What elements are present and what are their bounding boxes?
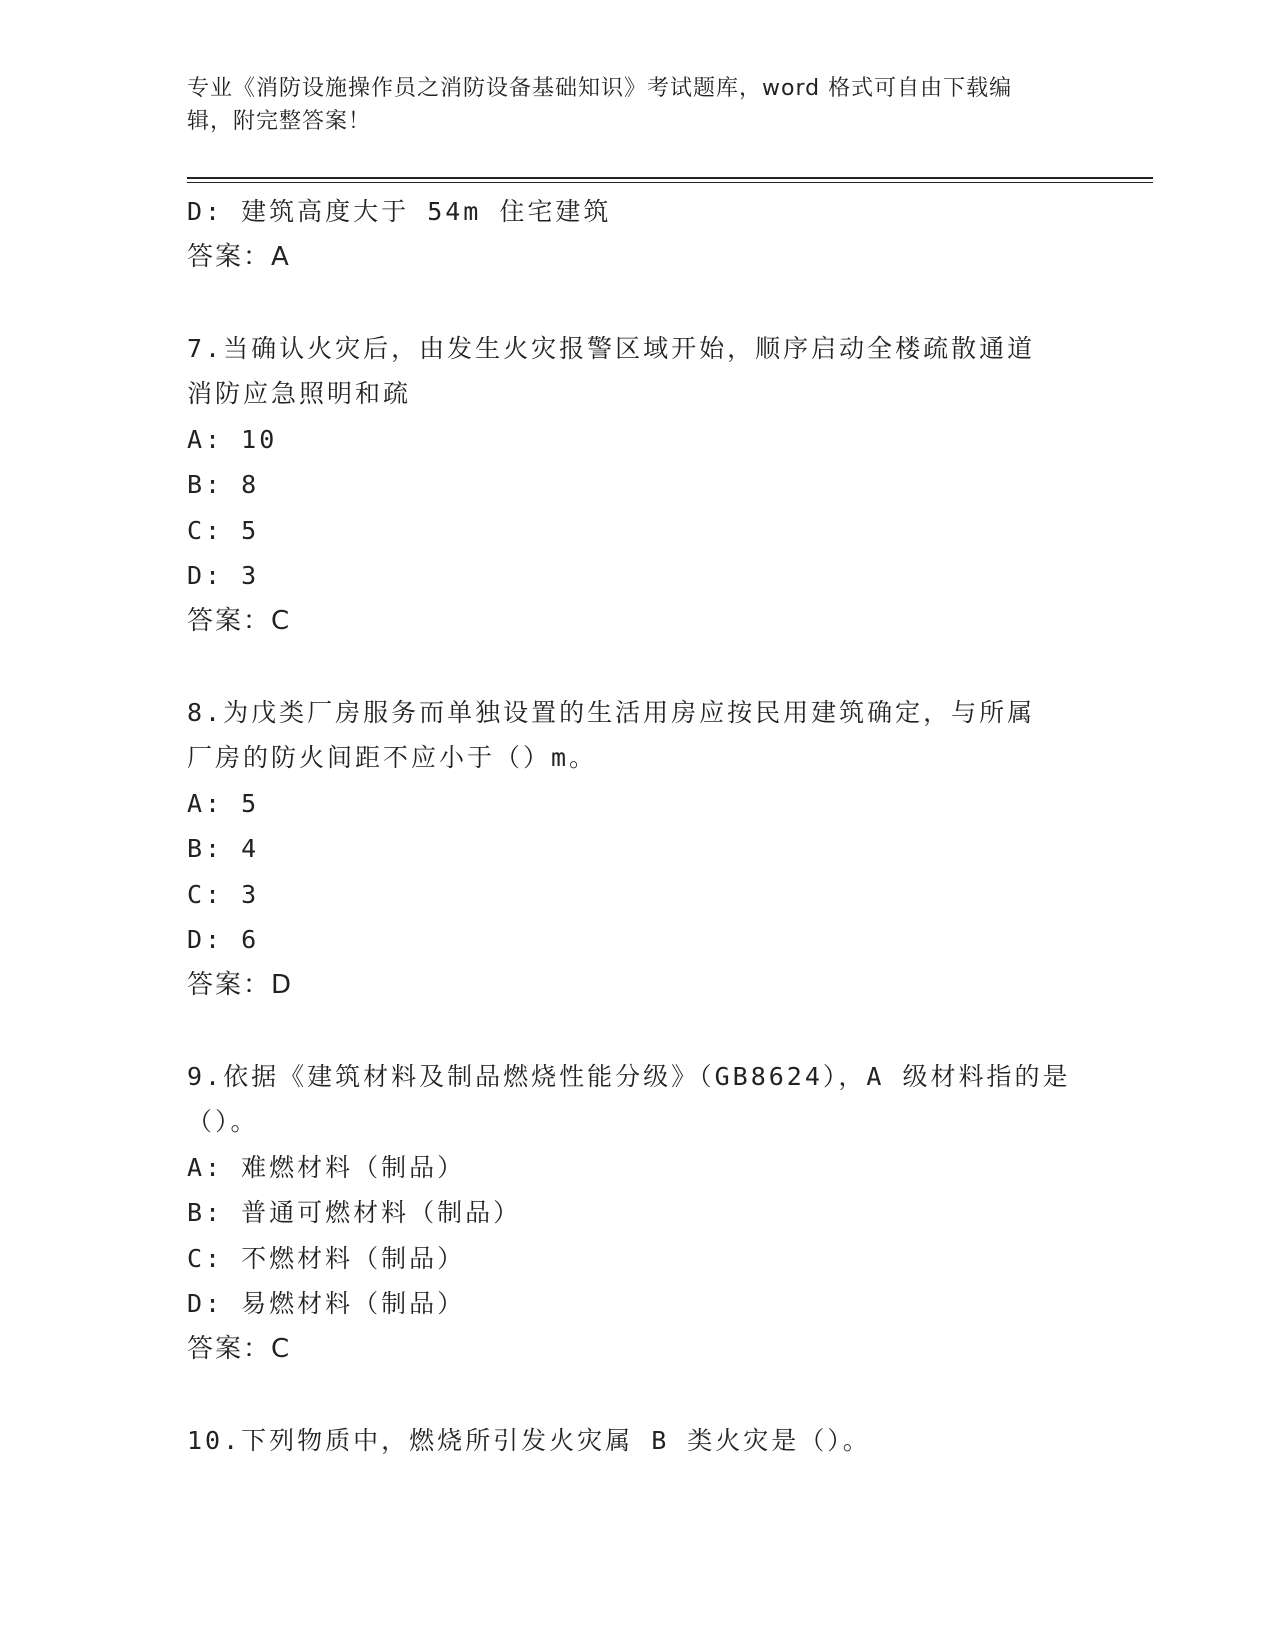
header-divider-thin <box>187 182 1153 183</box>
spacer <box>187 644 1087 690</box>
question-8-stem-line-2: 厂房的防火间距不应小于（）m。 <box>187 743 598 772</box>
question-7-option-c: C: 5 <box>187 515 260 545</box>
question-10 <box>187 1418 1087 1464</box>
question-8-stem-line-1: 8.为戊类厂房服务而单独设置的生活用房应按民用建筑确定，与所属 <box>187 697 1036 727</box>
question-9-stem-line-1: 9.依据《建筑材料及制品燃烧性能分级》（GB8624），A 级材料指的是 <box>187 1061 1071 1091</box>
question-7-answer: 答案：C <box>187 605 292 636</box>
question-8-option-c: C: 3 <box>187 879 260 909</box>
question-7-stem-line-2: 消防应急照明和疏 <box>187 379 412 408</box>
header-line-2: 辑，附完整答案！ <box>187 109 372 134</box>
question-7-option-a: A: 10 <box>187 424 278 454</box>
question-7-option-b: B: 8 <box>187 470 260 499</box>
document-header <box>187 72 1087 138</box>
spacer <box>187 280 1087 326</box>
question-7-option-d: D: 3 <box>187 561 260 590</box>
header-divider-thick <box>187 177 1153 179</box>
question-8-answer: 答案：D <box>187 969 294 1000</box>
question-9-option-b: B: 普通可燃材料（制品） <box>187 1198 522 1227</box>
question-9-option-d: D: 易燃材料（制品） <box>187 1289 466 1318</box>
header-line-1: 专业《消防设施操作员之消防设备基础知识》考试题库，word 格式可自由下载编 <box>187 76 1013 101</box>
question-content <box>187 189 1087 1463</box>
question-9-option-a: A: 难燃材料（制品） <box>187 1152 466 1182</box>
question-9-answer: 答案：C <box>187 1333 292 1364</box>
question-8-option-b: B: 4 <box>187 834 260 863</box>
question-9-option-c: C: 不燃材料（制品） <box>187 1243 466 1273</box>
prev-answer: 答案：A <box>187 241 291 272</box>
question-7-stem-line-1: 7.当确认火灾后，由发生火灾报警区域开始，顺序启动全楼疏散通道 <box>187 333 1036 363</box>
question-7 <box>187 326 1087 645</box>
question-9-stem-line-2: （）。 <box>187 1107 259 1136</box>
question-9 <box>187 1054 1087 1373</box>
spacer <box>187 1008 1087 1054</box>
prev-option-d: D: 建筑高度大于 54m 住宅建筑 <box>187 197 612 226</box>
question-8-option-a: A: 5 <box>187 788 260 818</box>
question-8 <box>187 690 1087 1009</box>
spacer <box>187 1372 1087 1418</box>
question-10-stem-line-1: 10.下列物质中，燃烧所引发火灾属 B 类火灾是（）。 <box>187 1425 871 1455</box>
question-8-option-d: D: 6 <box>187 925 260 954</box>
